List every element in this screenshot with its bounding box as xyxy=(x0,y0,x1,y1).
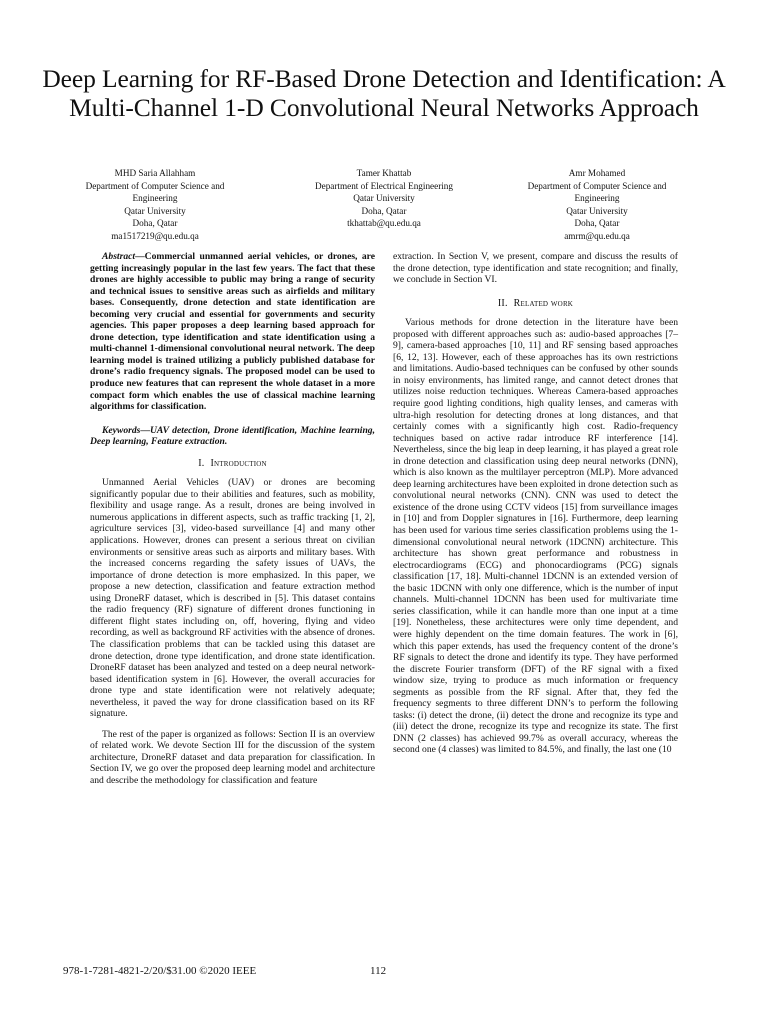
author-3 xyxy=(502,167,692,243)
author-affiliation-line: Engineering xyxy=(132,193,178,204)
related-work-paragraph: Various methods for drone detection in the literature have been proposed with different approaches such as: audio-based approaches [7–9], camera-based approaches [10, 11] and RF sensing based approaches [6, 12, 13]. However, each of these approaches has its own restrictions and limitations. Audio-based techniques can be confused by other sounds in noisy environments, has limited range, and cannot detect drones that utilizes noise reduction techniques. Whereas Camera-based approaches require good lighting conditions, high quality lenses, and cameras with ultra-high resolution for detecting drones at long distances, and that certainly comes with a significantly high cost. Radio-frequency techniques based on active radar introduce RF interference [14]. Nevertheless, since the big leap in deep learning, it has played a great role in drone detection and classification using deep neural networks (DNN), which is also known as the multilayer perceptron (MLP). More advanced deep learning architectures have been exploited in drone detection such as convolutional neural networks (CNN). CNN was used to detect the existence of the drone using CCTV videos [15] from surveillance images in [10] and from Doppler signatures in [16]. Furthermore, deep learning has been used for various time series classification problems using the 1-dimensional convolutional neural network (1DCNN) architecture. This architecture has shown great performance and robustness in electrocardiograms (ECG) and phonocardiograms (PCG) signals classification [17, 18]. Multi-channel 1DCNN is an extended version of the basic 1DCNN with only one difference, which is the number of input channels. Multi-channel 1DCNN has been used for multivariate time series classification, while it can handle more than one input at a time [19]. Nonetheless, these architectures were only time dependent, and were highly dependent on the time domain features. The work in [6], which this paper extends, has used the frequency content of the drone’s RF signals to detect the drone and identify its type. They have performed the discrete Fourier transform (DFT) of the RF signal with a fixed window size, trying to produce as much information or frequency segments as possible from the RF signal. After that, they fed the frequency segments to three different DNN’s to perform the following tasks: (i) detect the drone, (ii) detect the drone and recognize its type and (iii) detect the drone, recognize its type and recognize its state. The first DNN (2 classes) has achieved 99.7% as overall accuracy, whereas the second one (4 classes) was limited to 84.5%, and finally, the last one (10 xyxy=(393,317,678,756)
author-affiliation-line: Department of Computer Science and xyxy=(85,180,225,191)
keywords-text: UAV detection, Drone identification, Machine learning, Deep learning, Feature extraction. xyxy=(90,424,375,448)
abstract xyxy=(90,251,375,413)
author-affiliation-line: Doha, Qatar xyxy=(574,218,620,229)
author-2 xyxy=(287,167,481,230)
author-affiliation-line: Doha, Qatar xyxy=(132,218,178,229)
copyright-line: 978-1-7281-4821-2/20/$31.00 ©2020 IEEE xyxy=(63,965,257,977)
keywords-dash: — xyxy=(140,424,150,436)
author-affiliation-line: Department of Computer Science and xyxy=(527,180,667,191)
abstract-text: Commercial unmanned aerial vehicles, or drones, are getting increasingly popular in the last few years. The fact that these drones are highly accessible to public may bring a range of security and technical issues to sensitive areas such as airfields and military bases. Consequently, drone detection and state identification are becoming very crucial and essential for governments and security agencies. This paper proposes a deep learning based approach for drone detection, type identification and state identification using a multi-channel 1-dimensional convolutional neural network. The deep learning model is trained utilizing a publicly published database for drone’s radio frequency signals. The proposed model can be used to produce new features that can represent the whole dataset in a more compact form which enables the use of classical machine learning algorithms for classification. xyxy=(90,251,375,413)
author-email: amrm@qu.edu.qa xyxy=(564,230,630,241)
keywords-label: Keywords xyxy=(102,424,141,436)
section-title: Introduction xyxy=(210,457,267,469)
author-affiliation-line: Qatar University xyxy=(566,205,628,216)
abstract-label: Abstract xyxy=(102,251,136,262)
author-affiliation-line: Department of Electrical Engineering xyxy=(314,180,453,191)
author-email: ma1517219@qu.edu.qa xyxy=(111,230,199,241)
author-email: tkhattab@qu.edu.qa xyxy=(347,218,421,229)
author-affiliation-line: Qatar University xyxy=(124,205,186,216)
section-heading-introduction xyxy=(90,458,375,470)
author-name: Tamer Khattab xyxy=(356,168,412,178)
author-affiliation-line: Qatar University xyxy=(353,193,415,204)
right-column xyxy=(393,251,678,756)
paper-title: Deep Learning for RF-Based Drone Detection and Identification: A Multi-Channel 1-D Convolutional Neural Networks Approach xyxy=(42,64,726,122)
author-1 xyxy=(60,167,250,243)
page-number: 112 xyxy=(370,965,387,977)
author-name: MHD Saria Allahham xyxy=(114,168,196,178)
intro-paragraph: Unmanned Aerial Vehicles (UAV) or drones are becoming significantly popular due to their abilities and features, such as mobility, flexibility and usage range. As a result, drones are being involved in numerous applications in different aspects, such as traffic tracking [1, 2], agriculture services [3], video-based surveillance [4] and many other applications. However, drones can present a serious threat on civilian environments or sensitive areas such as airports and military bases. With the increased concerns regarding the safety issues of UAVs, the importance of drone detection is more emphasized. In this paper, we propose a new detection, classification and feature extraction method using DroneRF dataset, which is described in [5]. This dataset contains the radio frequency (RF) signature of different drones functioning in different flight states including on, off, hovering, flying and video recording, as well as background RF activities with the absence of drones. The classification problems that can be tackled using this dataset are drone detection, drone type identification, and drone state identification. DroneRF dataset has been analyzed and tested on a deep neural network-based identification system in [6]. However, the overall accuracies for drone type and state identification were not relatively adequate; nevertheless, it paved the way for drone classification based on its RF signature. xyxy=(90,477,375,720)
abstract-dash: — xyxy=(135,251,145,262)
author-name: Amr Mohamed xyxy=(568,168,626,178)
intro-paragraph: The rest of the paper is organized as follows: Section II is an overview of related work. We devote Section III for the discussion of the system architecture, DroneRF dataset and data preparation for classification. In Section IV, we go over the proposed deep learning model and architecture and describe the methodology for classification and feature xyxy=(90,728,375,786)
left-column xyxy=(90,251,375,787)
section-number: I. xyxy=(198,457,205,469)
author-affiliation-line: Engineering xyxy=(574,193,620,204)
keywords xyxy=(90,425,375,448)
section-title: Related work xyxy=(513,297,574,309)
author-affiliation-line: Doha, Qatar xyxy=(361,205,407,216)
section-heading-related-work xyxy=(393,298,678,310)
section-number: II. xyxy=(497,297,508,309)
intro-paragraph-continued: extraction. In Section V, we present, compare and discuss the results of the drone detection, type identification and state recognition; and finally, we conclude in Section VI. xyxy=(393,251,678,286)
